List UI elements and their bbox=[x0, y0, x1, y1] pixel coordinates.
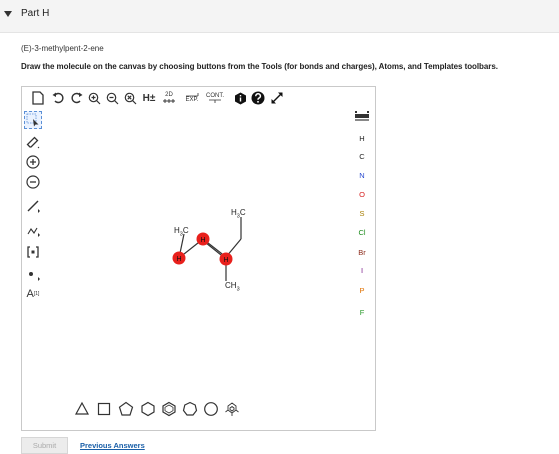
methyl-label-top: $H_3C$ bbox=[231, 208, 246, 220]
contract-label: CONT. bbox=[206, 93, 224, 99]
contract-button[interactable] bbox=[204, 89, 226, 107]
svg-text:H: H bbox=[223, 257, 229, 264]
atom-button-c[interactable]: C bbox=[359, 152, 365, 161]
submit-button[interactable]: Submit bbox=[21, 437, 68, 454]
atom-button-p[interactable]: P bbox=[359, 286, 365, 295]
atom-button-o[interactable]: O bbox=[359, 190, 365, 199]
redo-icon[interactable] bbox=[68, 89, 84, 107]
zoom-out-icon[interactable] bbox=[104, 89, 120, 107]
expand-label: EXP. bbox=[185, 97, 199, 103]
atom-button-i[interactable]: I bbox=[360, 266, 364, 275]
select-tool-icon[interactable] bbox=[24, 111, 42, 129]
benzene-icon[interactable] bbox=[161, 401, 177, 417]
highlighted-atom[interactable] bbox=[173, 252, 186, 265]
top-toolbar bbox=[22, 87, 375, 109]
methyl-label-left: $H_3C$ bbox=[174, 226, 189, 238]
previous-answers-link[interactable]: Previous Answers bbox=[80, 441, 145, 450]
clean-2d-button[interactable] bbox=[160, 89, 178, 107]
atom-button-br[interactable]: Br bbox=[358, 248, 366, 257]
methyl-label-bottom: $CH_3$ bbox=[225, 281, 240, 293]
template-library-icon[interactable] bbox=[224, 401, 240, 417]
single-bond-icon[interactable] bbox=[24, 197, 42, 215]
atoms-toolbar bbox=[349, 109, 375, 399]
cyclooctane-icon[interactable] bbox=[203, 401, 219, 417]
bracket-tool-icon[interactable] bbox=[24, 243, 42, 261]
atom-button-cl[interactable]: Cl bbox=[358, 228, 366, 237]
charge-label-sup: [1] bbox=[33, 291, 40, 297]
eraser-icon[interactable] bbox=[24, 133, 42, 151]
new-document-icon[interactable] bbox=[30, 89, 46, 107]
compound-name: (E)-3-methylpent-2-ene bbox=[21, 44, 104, 53]
atom-button-f[interactable]: F bbox=[359, 308, 365, 317]
undo-icon[interactable] bbox=[50, 89, 66, 107]
help-icon[interactable] bbox=[250, 89, 266, 107]
cycloheptane-icon[interactable] bbox=[182, 401, 198, 417]
highlighted-atoms bbox=[44, 109, 349, 397]
cyclobutane-icon[interactable] bbox=[96, 401, 112, 417]
left-toolbar bbox=[22, 109, 44, 399]
svg-text:H: H bbox=[176, 256, 182, 263]
periodic-table-icon[interactable] bbox=[349, 111, 375, 127]
atom-button-n[interactable]: N bbox=[359, 171, 365, 180]
atom-button-h[interactable]: H bbox=[359, 134, 365, 143]
cyclopropane-icon[interactable] bbox=[74, 401, 90, 417]
instructions: Draw the molecule on the canvas by choosing buttons from the Tools (for bonds and charges), Atoms, and Templates toolbars. bbox=[21, 62, 498, 71]
expand-button[interactable] bbox=[182, 89, 202, 107]
molecule-editor bbox=[21, 86, 376, 431]
atom-button-s[interactable]: S bbox=[359, 209, 365, 218]
fullscreen-icon[interactable] bbox=[268, 89, 286, 107]
svg-text:H: H bbox=[200, 237, 206, 244]
collapse-caret-icon[interactable] bbox=[4, 11, 12, 17]
chain-tool-icon[interactable] bbox=[24, 221, 42, 239]
clean-2d-label: 2D bbox=[165, 92, 173, 98]
zoom-reset-icon[interactable] bbox=[122, 89, 138, 107]
positive-charge-icon[interactable] bbox=[24, 153, 42, 171]
charge-label-tool[interactable] bbox=[24, 285, 42, 303]
part-header[interactable] bbox=[0, 0, 559, 33]
cyclopentane-icon[interactable] bbox=[118, 401, 134, 417]
highlighted-atom[interactable] bbox=[197, 233, 210, 246]
info-icon[interactable] bbox=[232, 89, 248, 107]
charge-label-letter: A bbox=[26, 288, 34, 300]
radical-tool-icon[interactable] bbox=[24, 265, 42, 283]
cyclohexane-icon[interactable] bbox=[140, 401, 156, 417]
add-hydrogens-button[interactable]: H± bbox=[142, 92, 156, 104]
negative-charge-icon[interactable] bbox=[24, 173, 42, 191]
templates-toolbar bbox=[44, 397, 354, 423]
highlighted-atom[interactable] bbox=[220, 253, 233, 266]
drawing-canvas[interactable] bbox=[44, 109, 349, 397]
zoom-in-icon[interactable] bbox=[86, 89, 102, 107]
part-title: Part H bbox=[21, 8, 50, 19]
